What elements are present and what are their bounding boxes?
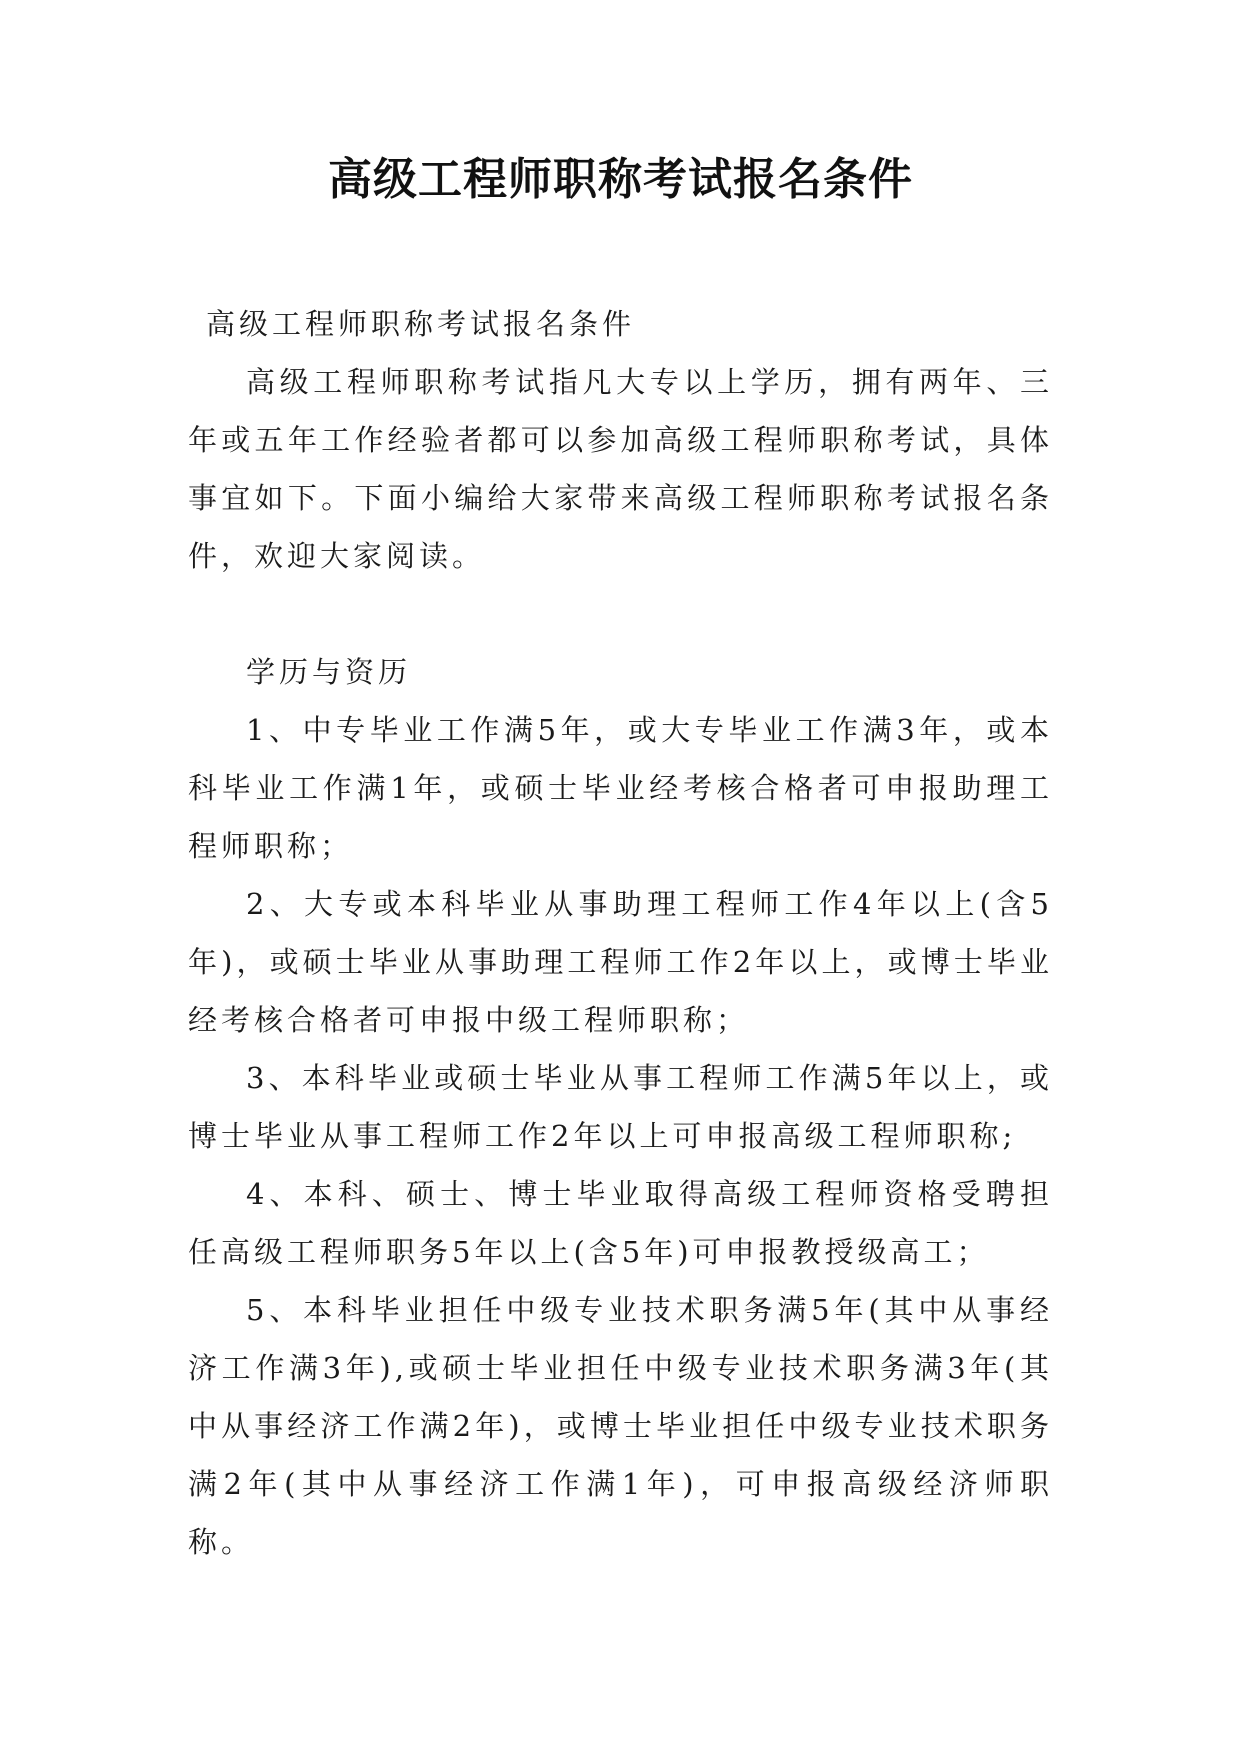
section-heading: 学历与资历 [246,655,412,689]
subtitle: 高级工程师职称考试报名条件 [206,307,636,341]
list-item: 2、大专或本科毕业从事助理工程师工作4年以上(含5年)，或硕士毕业从事助理工程师工作2年以上，或博士毕业经考核合格者可申报中级工程师职称； [188,887,1053,1037]
paragraph-spacer [188,585,1053,643]
list-item: 1、中专毕业工作满5年，或大专毕业工作满3年，或本科毕业工作满1年，或硕士毕业经考核合格者可申报助理工程师职称； [188,713,1053,863]
list-item: 4、本科、硕士、博士毕业取得高级工程师资格受聘担任高级工程师职务5年以上(含5年)可申报教授级高工； [188,1177,1053,1269]
document-body [188,295,1053,1571]
list-item: 3、本科毕业或硕士毕业从事工程师工作满5年以上，或博士毕业从事工程师工作2年以上可申报高级工程师职称; [188,1061,1053,1153]
document-title: 高级工程师职称考试报名条件 [328,154,913,205]
list-item: 5、本科毕业担任中级专业技术职务满5年(其中从事经济工作满3年),或硕士毕业担任中级专业技术职务满3年(其中从事经济工作满2年)，或博士毕业担任中级专业技术职务满2年(其中从事经济工作满1年)，可申报高级经济师职称。 [188,1293,1053,1559]
intro-paragraph: 高级工程师职称考试指凡大专以上学历，拥有两年、三年或五年工作经验者都可以参加高级工程师职称考试，具体事宜如下。下面小编给大家带来高级工程师职称考试报名条件，欢迎大家阅读。 [188,365,1053,573]
